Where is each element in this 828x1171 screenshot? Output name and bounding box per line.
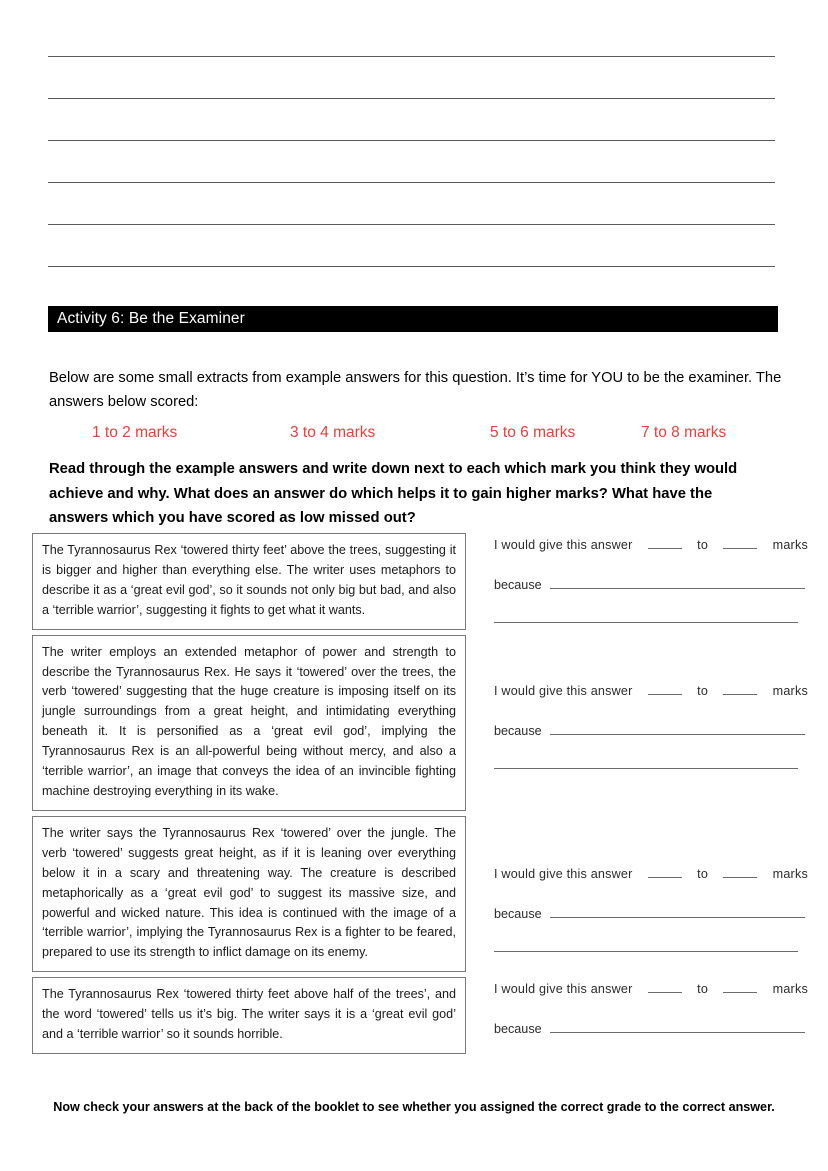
response-extra-blank[interactable] xyxy=(494,622,798,623)
response-extra-blank[interactable] xyxy=(494,951,798,952)
response-to-text: to xyxy=(697,866,709,881)
response-lead-text: I would give this answer xyxy=(494,866,633,881)
response-mark-line xyxy=(494,537,808,552)
answers-grid xyxy=(32,533,808,1054)
because-blank[interactable] xyxy=(550,906,805,918)
footer-note: Now check your answers at the back of the booklet to see whether you assigned the correct grade to the correct answer. xyxy=(53,1100,775,1114)
mark-band-2: 3 to 4 marks xyxy=(290,424,376,441)
response-to-text: to xyxy=(697,538,709,552)
instruction-paragraph: Read through the example answers and write down next to each which mark you think they would achieve and why. What does an answer do which helps it to gain higher marks? What have the answers which you have scored as low missed out? xyxy=(49,461,738,526)
intro-paragraph: Below are some small extracts from example answers for this question. It’s time for YOU to be the examiner. The answers below scored: xyxy=(49,370,782,410)
mark-from-blank[interactable] xyxy=(648,537,682,549)
response-marks-text: marks xyxy=(772,683,808,698)
response-extra-blank[interactable] xyxy=(494,768,798,769)
answer-row xyxy=(32,816,808,972)
response-mark-line xyxy=(494,981,808,996)
response-marks-text: marks xyxy=(772,866,808,881)
activity-banner: Activity 6: Be the Examiner xyxy=(48,306,778,332)
mark-band-1: 1 to 2 marks xyxy=(92,424,178,441)
mark-to-blank[interactable] xyxy=(723,683,757,695)
response-marks-text: marks xyxy=(772,538,808,552)
response-because-text: because xyxy=(494,906,542,921)
response-because-text: because xyxy=(494,723,542,738)
mark-band-4: 7 to 8 marks xyxy=(641,424,727,441)
mark-from-blank[interactable] xyxy=(648,683,682,695)
response-lead-text: I would give this answer xyxy=(494,538,633,552)
mark-to-blank[interactable] xyxy=(723,981,757,993)
response-to-text: to xyxy=(697,982,709,997)
marks-band-row xyxy=(48,421,788,445)
response-marks-text: marks xyxy=(772,982,808,997)
mark-from-blank[interactable] xyxy=(648,866,682,878)
response-because-text: because xyxy=(494,578,542,592)
answer-extract-4: The Tyrannosaurus Rex ‘towered thirty feet above half of the trees’, and the word ‘towered’ tells us it’s big. The writer says it is a ‘great evil god’ and a ‘terrible warrior’ so it sounds horrible. xyxy=(32,977,466,1054)
answer-extract-1: The Tyrannosaurus Rex ‘towered thirty feet’ above the trees, suggesting it is bigger and higher than everything else. The writer uses metaphors to describe it as a ‘great evil god’, so it sounds not only big but bad, and also a ‘terrible warrior’, suggesting it fights to get what it wants. xyxy=(32,533,466,630)
because-blank[interactable] xyxy=(550,1021,805,1033)
rule-line xyxy=(48,266,775,267)
ruled-lines-group xyxy=(48,56,775,308)
because-blank[interactable] xyxy=(550,577,805,589)
response-because-text: because xyxy=(494,1022,542,1037)
response-because-line xyxy=(494,1021,808,1036)
rule-line xyxy=(48,98,775,99)
rule-line xyxy=(48,140,775,141)
response-mark-line xyxy=(494,683,808,698)
answer-row xyxy=(32,635,808,811)
rule-line xyxy=(48,182,775,183)
answer-extract-3: The writer says the Tyrannosaurus Rex ‘towered’ over the jungle. The verb ‘towered’ suggests great height, as if it is leaning over everything below it in a scary and threatening way. The creature is described metaphorically as a ‘great evil god’ to suggest its massive size, and powerful and wicked nature. This idea is continued with the image of a ‘terrible warrior’, implying the Tyrannosaurus Rex is a fighter to be feared, prepared to use its strength to inflict damage on its enemy. xyxy=(32,816,466,972)
mark-band-3: 5 to 6 marks xyxy=(490,424,576,441)
because-blank[interactable] xyxy=(550,723,805,735)
examiner-response-2 xyxy=(466,635,808,769)
rule-line xyxy=(48,56,775,57)
response-to-text: to xyxy=(697,683,709,698)
mark-from-blank[interactable] xyxy=(648,981,682,993)
examiner-response-1 xyxy=(466,533,808,623)
answer-row xyxy=(32,977,808,1054)
response-mark-line xyxy=(494,866,808,881)
examiner-response-3 xyxy=(466,816,808,952)
rule-line xyxy=(48,224,775,225)
answer-row xyxy=(32,533,808,630)
response-because-line xyxy=(494,577,808,592)
answer-extract-2: The writer employs an extended metaphor of power and strength to describe the Tyrannosaurus Rex. He says it ‘towered’ over the trees, the verb ‘towered’ suggesting that the huge creature is imposing itself on its jungle surroundings from a great height, and intimidating everything beneath it. It is personified as a ‘great evil god’, implying the Tyrannosaurus Rex is an all-powerful being without mercy, and also a ‘terrible warrior’, an image that conveys the idea of an invincible fighting machine destroying everything in its wake. xyxy=(32,635,466,811)
response-lead-text: I would give this answer xyxy=(494,683,633,698)
mark-to-blank[interactable] xyxy=(723,866,757,878)
response-because-line xyxy=(494,906,808,921)
response-lead-text: I would give this answer xyxy=(494,982,633,997)
examiner-response-4 xyxy=(466,977,808,1036)
mark-to-blank[interactable] xyxy=(723,537,757,549)
response-because-line xyxy=(494,723,808,738)
